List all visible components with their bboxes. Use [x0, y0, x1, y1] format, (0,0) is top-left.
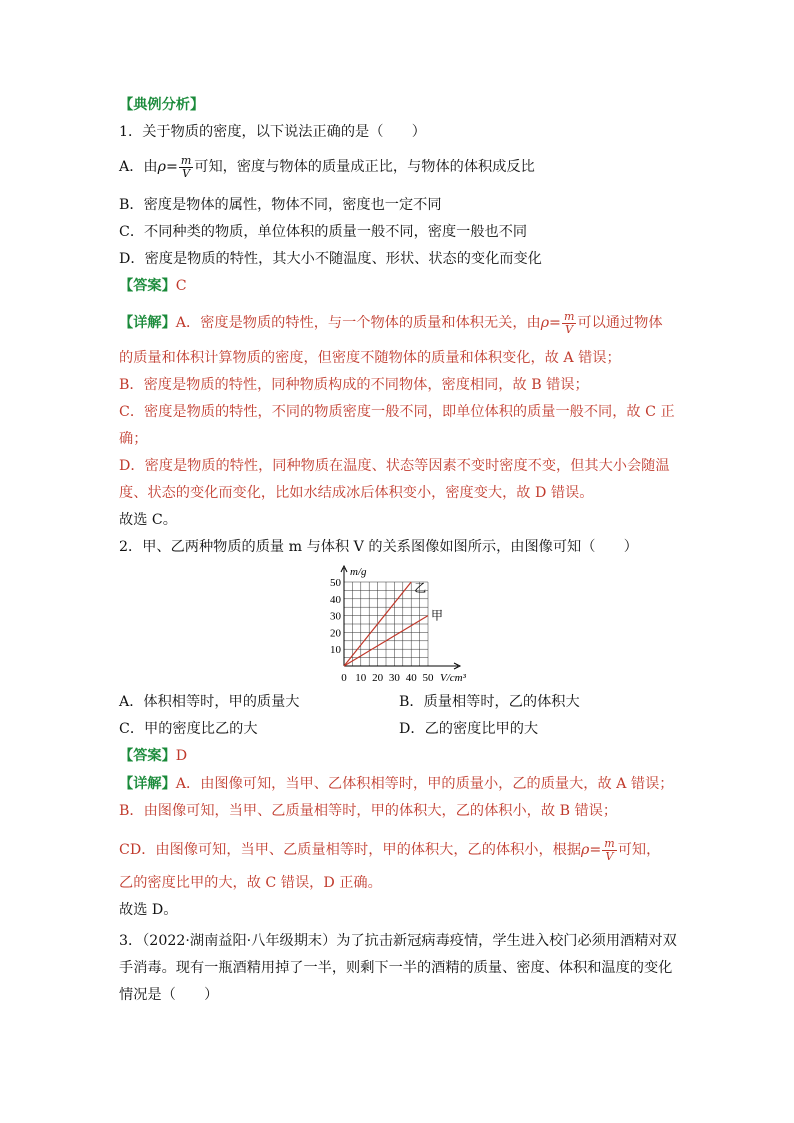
x-tick-label: 10 — [355, 672, 367, 684]
q3-line-2: 手消毒。现有一瓶酒精用掉了一半，则剩下一半的酒精的质量、密度、体积和温度的变化 — [119, 960, 673, 976]
detail-cd-pre: CD．由图像可知，当甲、乙质量相等时，甲的体积大，乙的体积小，根据 — [119, 842, 582, 858]
q2-option-b: B．质量相等时，乙的体积大 — [399, 694, 580, 710]
q1-detail-c2: 确； — [119, 431, 148, 447]
detail-label: 【详解】 — [119, 776, 176, 792]
q1-answer — [119, 276, 187, 296]
q1-option-b: B．密度是物体的属性，物体不同，密度也一定不同 — [119, 197, 442, 213]
formula-numerator: m — [604, 836, 615, 850]
formula-denominator: V — [565, 322, 574, 336]
detail-a1-post: 可以通过物体 — [577, 315, 663, 331]
q1-option-a — [119, 152, 535, 182]
formula-fraction — [562, 311, 576, 336]
q2-stem: 2．甲、乙两种物质的质量 m 与体积 V 的关系图像如图所示，由图像可知（ ） — [119, 539, 638, 555]
answer-label: 【答案】 — [119, 278, 176, 294]
x-tick-label: 0 — [341, 672, 347, 684]
q1-detail-d1: D．密度是物质的特性，同种物质在温度、状态等因素不变时密度不变，但其大小会随温 — [119, 458, 670, 474]
x-tick-label: 30 — [388, 672, 400, 684]
q2-option-d: D．乙的密度比甲的大 — [399, 721, 539, 737]
formula-numerator: m — [180, 153, 192, 167]
series-label: 乙 — [414, 581, 427, 595]
y-tick-label: 50 — [330, 577, 341, 589]
y-axis-label: m/g — [350, 566, 367, 578]
formula-rho: ρ= — [581, 842, 602, 858]
y-tick-label: 40 — [330, 593, 341, 606]
formula-denominator: V — [182, 166, 191, 180]
formula-fraction — [179, 155, 193, 180]
x-tick-label: 50 — [422, 672, 434, 684]
y-tick-label: 20 — [330, 627, 341, 640]
q1-detail-b: B．密度是物质的特性，同种物质构成的不同物体，密度相同，故 B 错误； — [119, 377, 589, 393]
formula-fraction — [602, 838, 616, 863]
answer-value: D — [175, 748, 188, 764]
q2-option-c: C．甲的密度比乙的大 — [119, 721, 258, 737]
q1-option-a-pre: A．由 — [119, 159, 158, 175]
q2-detail-cd2: 乙的密度比甲的大，故 C 错误，D 正确。 — [119, 875, 382, 891]
detail-a-text: A．由图像可知，当甲、乙体积相等时，甲的质量小，乙的质量大，故 A 错误； — [175, 776, 674, 792]
detail-cd-post: 可知， — [617, 842, 661, 858]
formula-numerator: m — [563, 309, 575, 323]
q2-option-a: A．体积相等时，甲的质量大 — [119, 694, 300, 710]
x-axis-label: V/cm³ — [440, 672, 466, 684]
q3-line-3: 情况是（ ） — [119, 987, 219, 1003]
x-tick-label: 20 — [372, 672, 384, 684]
q1-option-c: C．不同种类的物质，单位体积的质量一般不同，密度一般也不同 — [119, 224, 528, 240]
answer-label: 【答案】 — [119, 748, 176, 764]
q1-stem: 1．关于物质的密度，以下说法正确的是（ ） — [119, 124, 426, 140]
detail-a1-pre: A．密度是物质的特性，与一个物体的质量和体积无关，由 — [175, 315, 541, 331]
q1-option-a-post: 可知，密度与物体的质量成正比，与物体的体积成反比 — [194, 159, 535, 175]
detail-label: 【详解】 — [119, 315, 176, 331]
q1-detail-c1: C．密度是物质的特性，不同的物质密度一般不同，即单位体积的质量一般不同，故 C 正 — [119, 404, 675, 420]
q1-conclusion: 故选 C。 — [119, 512, 177, 528]
mass-volume-chart — [320, 563, 470, 689]
formula-denominator: V — [605, 849, 614, 863]
q2-detail-a — [119, 774, 673, 794]
series-label: 甲 — [431, 608, 444, 623]
y-tick-label: 30 — [330, 610, 341, 623]
q1-option-d: D．密度是物质的特性，其大小不随温度、形状、状态的变化而变化 — [119, 251, 542, 267]
q1-detail-a1 — [119, 308, 663, 338]
q3-line-1: 3．（2022·湖南益阳·八年级期末）为了抗击新冠病毒疫情，学生进入校门必须用酒精对双 — [119, 933, 677, 949]
q1-detail-a2: 的质量和体积计算物质的密度，但密度不随物体的质量和体积变化，故 A 错误； — [119, 350, 621, 366]
answer-value: C — [175, 278, 187, 294]
y-tick-label: 10 — [330, 644, 341, 657]
q2-detail-b: B．由图像可知，当甲、乙质量相等时，甲的体积大，乙的体积小，故 B 错误； — [119, 803, 618, 819]
x-tick-label: 40 — [405, 672, 417, 684]
section-header: 【典例分析】 — [119, 97, 205, 113]
q2-detail-cd — [119, 835, 660, 865]
formula-rho: ρ= — [540, 315, 561, 331]
q2-answer — [119, 746, 187, 766]
q1-detail-d2: 度、状态的变化而变化，比如水结成冰后体积变小，密度变大，故 D 错误。 — [119, 485, 594, 501]
formula-rho: ρ= — [157, 159, 178, 175]
q2-conclusion: 故选 D。 — [119, 902, 178, 918]
